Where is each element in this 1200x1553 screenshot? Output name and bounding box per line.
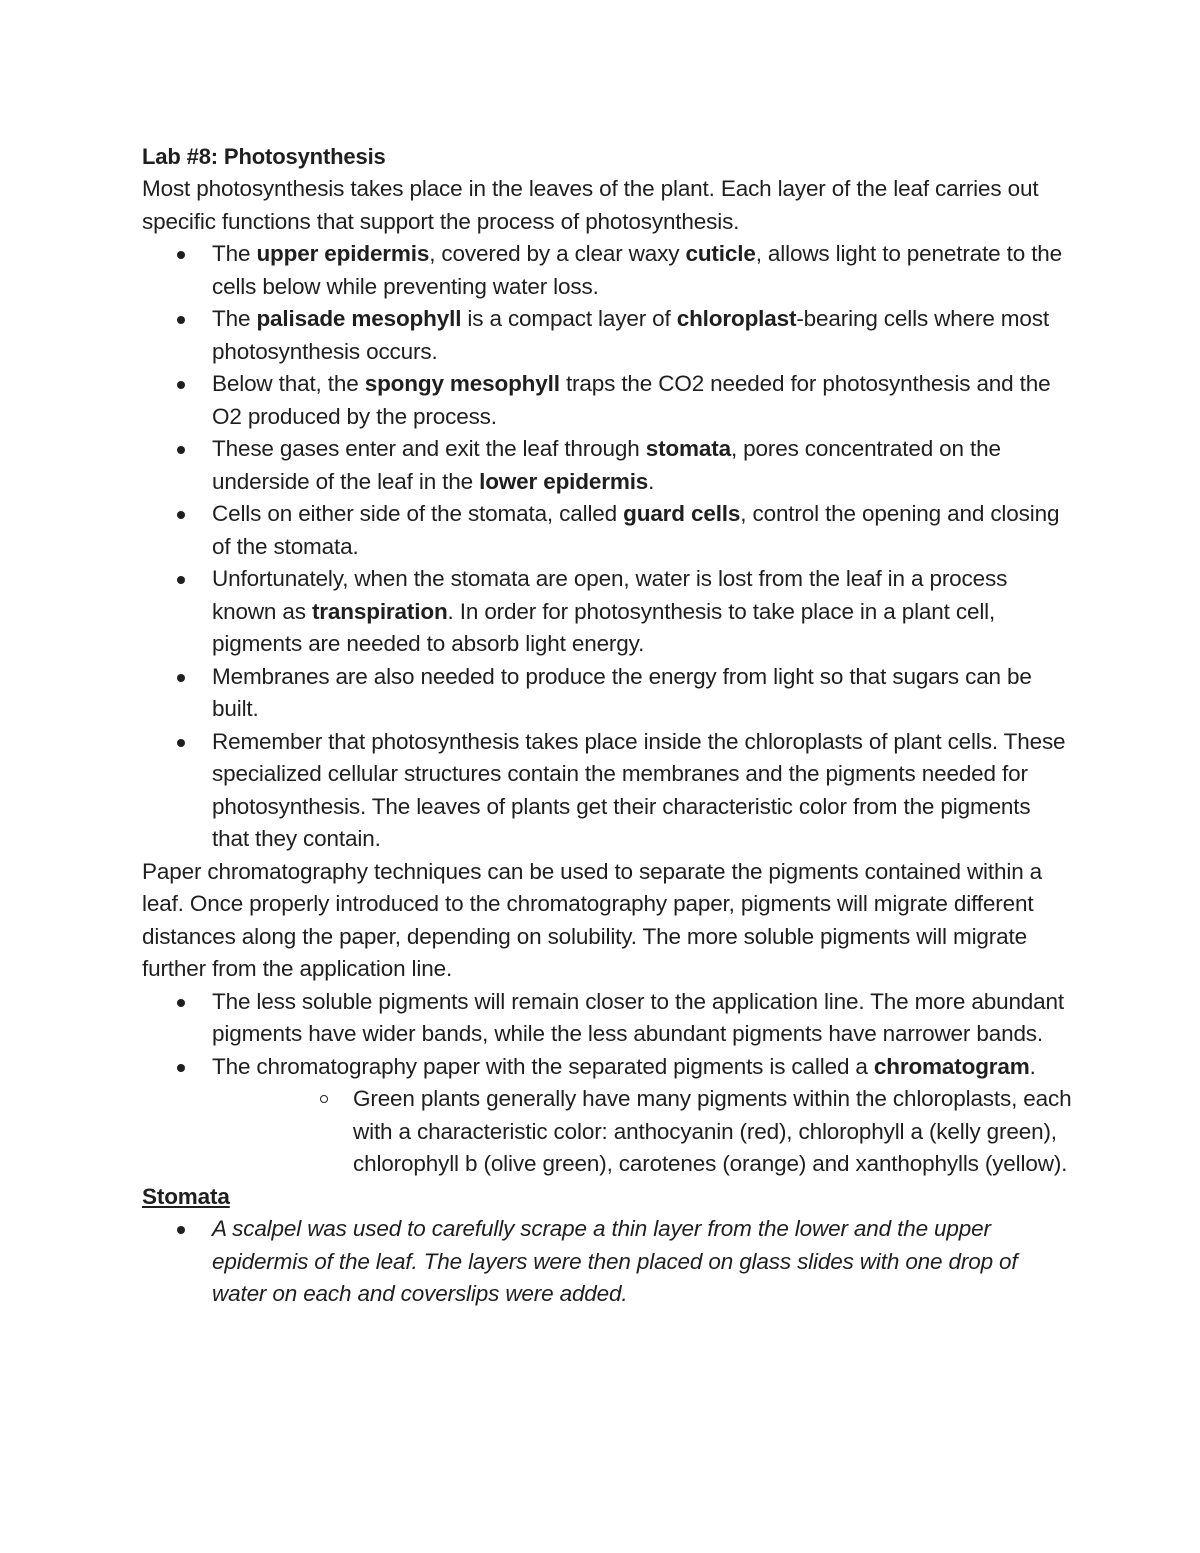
- text-run: The less soluble pigments will remain closer to the application line. The more abundant pigments have wider bands, while the less abundant pigments have narrower bands.: [212, 988, 1065, 1046]
- list-item: [142, 986, 1072, 1051]
- list-item: [142, 661, 1072, 726]
- stomata-list: [142, 1213, 1072, 1311]
- list-item: [142, 498, 1072, 563]
- chromatography-list: [142, 986, 1072, 1181]
- term-transpiration: transpiration: [311, 598, 448, 624]
- text-run: Cells on either side of the stomata, called: [212, 501, 624, 526]
- term-upper-epidermis: upper epidermis: [256, 241, 430, 266]
- list-item: [142, 433, 1072, 498]
- text-run: The: [212, 306, 257, 331]
- leaf-layers-list: [142, 238, 1072, 856]
- sub-list-item: Green plants generally have many pigments within the chloroplasts, each with a characteristic color: anthocyanin (red), chlorophyll a (kelly green), chlorophyll b (olive green), carotenes (orange) and xanthophylls (yellow).: [212, 1083, 1072, 1181]
- text-run: , pores concentrated on the underside of the leaf in the: [212, 436, 1001, 494]
- list-item: [142, 303, 1072, 368]
- list-item: [142, 726, 1072, 856]
- text-run: .: [648, 468, 655, 494]
- list-item: [142, 1051, 1072, 1181]
- list-item: [142, 238, 1072, 303]
- text-run: , allows light to penetrate to the cells below while preventing water loss.: [212, 241, 1063, 299]
- term-palisade-mesophyll: palisade mesophyll: [256, 306, 462, 331]
- text-run: Below that, the: [212, 371, 365, 396]
- term-cuticle: cuticle: [685, 241, 756, 266]
- stomata-heading: Stomata: [142, 1183, 230, 1209]
- title-prefix: Lab #8: [142, 144, 211, 169]
- term-guard-cells: guard cells: [623, 501, 741, 526]
- text-run: The: [212, 241, 257, 266]
- document-page: [142, 141, 1072, 1311]
- term-spongy-mesophyll: spongy mesophyll: [364, 371, 560, 396]
- text-run: traps the CO2 needed for photosynthesis and the O2 produced by the process.: [212, 371, 1051, 429]
- term-chloroplast: chloroplast: [676, 306, 797, 331]
- text-run: .: [1029, 1053, 1036, 1079]
- page-title: [142, 141, 1072, 173]
- text-run: Unfortunately, when the stomata are open, water is lost from the leaf in a process known as: [212, 566, 1008, 624]
- pigment-sublist: [212, 1083, 1072, 1181]
- chromatography-paragraph: Paper chromatography techniques can be used to separate the pigments contained within a leaf. Once properly introduced to the chromatography paper, pigments will migrate different distances along the paper, depending on solubility. The more soluble pigments will migrate further from the application line.: [142, 858, 1043, 981]
- text-run: , covered by a clear waxy: [429, 241, 686, 266]
- term-lower-epidermis: lower epidermis: [479, 468, 649, 494]
- title-suffix: : Photosynthesis: [210, 144, 386, 169]
- text-run: is a compact layer of: [461, 306, 677, 331]
- list-item: [142, 368, 1072, 433]
- term-chromatogram: chromatogram: [873, 1053, 1030, 1079]
- text-run: , control the opening and closing of the stomata.: [212, 501, 1060, 559]
- text-run: These gases enter and exit the leaf through: [212, 436, 646, 461]
- text-run: Membranes are also needed to produce the energy from light so that sugars can be built.: [212, 663, 1032, 721]
- text-run: -bearing cells where most photosynthesis occurs.: [212, 306, 1049, 364]
- list-item: [142, 563, 1072, 661]
- list-item: A scalpel was used to carefully scrape a thin layer from the lower and the upper epidermis of the leaf. The layers were then placed on glass slides with one drop of water on each and coverslips were added.: [142, 1213, 1072, 1311]
- term-stomata: stomata: [645, 436, 731, 461]
- text-run: . In order for photosynthesis to take place in a plant cell, pigments are needed to absorb light energy.: [212, 598, 996, 656]
- intro-paragraph: Most photosynthesis takes place in the leaves of the plant. Each layer of the leaf carries out specific functions that support the process of photosynthesis.: [142, 176, 1039, 234]
- text-run: Remember that photosynthesis takes place inside the chloroplasts of plant cells. These specialized cellular structures contain the membranes and the pigments needed for photosynthesis. The leaves of plants get their characteristic color from the pigments that they contain.: [212, 728, 1066, 851]
- text-run: The chromatography paper with the separated pigments is called a: [212, 1053, 874, 1079]
